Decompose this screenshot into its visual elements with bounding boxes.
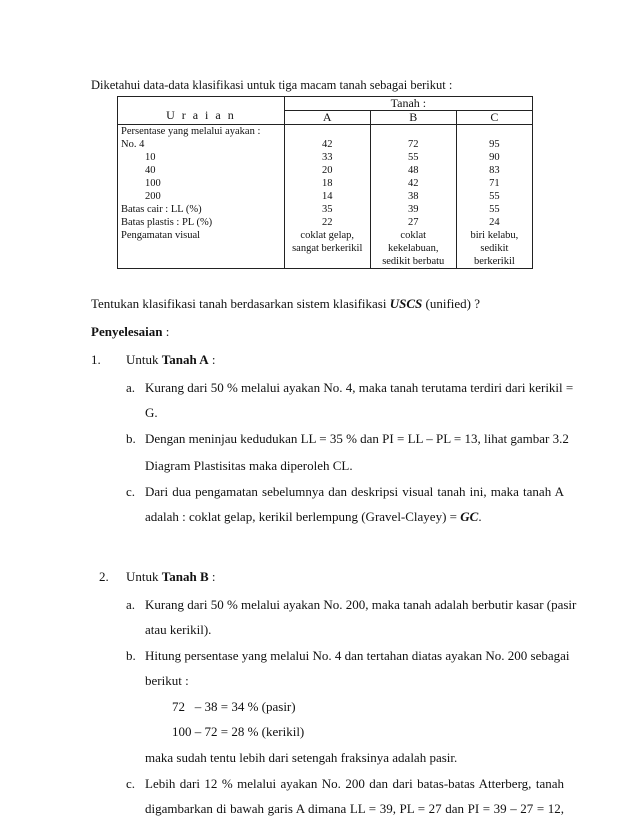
table-cell: 18 [321, 178, 333, 189]
table-cell: coklat [400, 230, 427, 241]
table-cell [460, 125, 529, 138]
item-letter: c. [126, 776, 136, 791]
classification-result-gc: GC [460, 509, 479, 524]
column-a-values [284, 125, 370, 269]
item-text-line: atau kerikil). [145, 622, 212, 637]
table-cell: 42 [321, 139, 333, 150]
table-cell: 55 [407, 152, 419, 163]
table-cell: 71 [489, 178, 500, 189]
table-cell: sedikit [480, 243, 509, 254]
item-text-line: Diagram Plastisitas maka diperoleh CL. [145, 458, 353, 473]
item-text-line: Kurang dari 50 % melalui ayakan No. 4, maka tanah terutama terdiri dari kerikil = [145, 380, 574, 395]
row-label: 200 [145, 191, 161, 202]
table-cell: 48 [407, 165, 419, 176]
table-cell: 14 [321, 191, 333, 202]
column-a-header: A [284, 111, 370, 125]
uraian-header: U r a i a n [118, 97, 285, 125]
table-cell: coklat gelap, [300, 230, 355, 241]
table-cell: sedikit berbatu [382, 256, 445, 267]
part-b-lead: Untuk [126, 569, 162, 584]
item-text-end: . [478, 509, 482, 524]
calc-line-kerikil: 100 – 72 = 28 % (kerikil) [172, 724, 305, 739]
item-text-line: G. [145, 405, 158, 420]
item-text-line: Kurang dari 50 % melalui ayakan No. 200, maka tanah adalah berbutir kasar (pasir [145, 597, 577, 612]
item-letter: a. [126, 597, 136, 612]
item-text-line: berikut : [145, 673, 189, 688]
item-text: adalah : coklat gelap, kerikil berlempung (Gravel-Clayey) = [145, 509, 461, 524]
table-cell: 38 [407, 191, 419, 202]
item-text-line: Dengan meninjau kedudukan LL = 35 % dan PI = LL – PL = 13, lihat gambar 3.2 [145, 431, 569, 446]
part-b-tail: : [208, 569, 216, 584]
item-text-line: digambarkan di bawah garis A dimana LL = 39, PL = 27 dan PI = 39 – 27 = 12, [145, 801, 564, 816]
item-text-line: Hitung persentase yang melalui No. 4 dan tertahan diatas ayakan No. 200 sebagai [145, 648, 570, 663]
table-cell [374, 125, 453, 138]
question-suffix: (unified) ? [422, 296, 481, 311]
item-letter: b. [126, 431, 136, 446]
part-b-bold: Tanah B [161, 569, 209, 584]
table-cell: 27 [407, 217, 419, 228]
part-b-number: 2. [99, 569, 109, 584]
row-labels-cell [118, 125, 285, 269]
item-text-line: Lebih dari 12 % melalui ayakan No. 200 dan dari batas-batas Atterberg, tanah [145, 776, 564, 791]
row-label: 40 [145, 165, 156, 176]
row-label: 100 [145, 178, 161, 189]
table-cell: 33 [321, 152, 333, 163]
table-cell: 35 [321, 204, 333, 215]
soil-data-table [117, 96, 533, 269]
table-cell: kekelabuan, [388, 243, 439, 254]
table-cell: 55 [489, 204, 500, 215]
table-cell: 42 [407, 178, 419, 189]
row-label: 10 [145, 152, 156, 163]
tanah-header: Tanah : [284, 97, 532, 111]
table-cell: 72 [407, 139, 419, 150]
item-letter: a. [126, 380, 136, 395]
part-a-number: 1. [91, 352, 101, 367]
table-cell: 95 [489, 139, 500, 150]
penyelesaian-heading [91, 324, 169, 340]
conclusion-text: maka sudah tentu lebih dari setengah fraksinya adalah pasir. [145, 750, 458, 765]
column-b-values [370, 125, 456, 269]
question-text [91, 296, 480, 312]
table-cell: 83 [489, 165, 500, 176]
question-uscs: USCS [389, 296, 423, 311]
part-a-lead: Untuk [126, 352, 162, 367]
table-cell: sangat berkerikil [292, 243, 363, 254]
table-cell: 39 [407, 204, 419, 215]
item-text-line: Dari dua pengamatan sebelumnya dan deskripsi visual tanah ini, maka tanah A [145, 484, 564, 499]
table-cell: 20 [321, 165, 333, 176]
table-cell: berkerikil [473, 256, 515, 267]
part-b-heading [126, 569, 215, 585]
table-cell [288, 255, 367, 268]
part-a-bold: Tanah A [161, 352, 209, 367]
row-label: No. 4 [121, 139, 145, 150]
table-cell: 55 [489, 191, 500, 202]
row-label: Batas plastis : PL (%) [121, 217, 213, 228]
intro-text: Diketahui data-data klasifikasi untuk tiga macam tanah sebagai berikut : [91, 78, 453, 92]
part-a-tail: : [208, 352, 216, 367]
table-cell: biri kelabu, [470, 230, 519, 241]
item-letter: b. [126, 648, 136, 663]
column-c-values [456, 125, 532, 269]
row-label: Pengamatan visual [121, 230, 201, 241]
question-prefix: Tentukan klasifikasi tanah berdasarkan sistem klasifikasi [91, 296, 390, 311]
table-cell: 22 [321, 217, 333, 228]
row-label: Batas cair : LL (%) [121, 204, 202, 215]
column-c-header: C [456, 111, 532, 125]
table-cell: 90 [489, 152, 500, 163]
penyelesaian-label: Penyelesaian [91, 324, 163, 339]
table-cell: 24 [489, 217, 500, 228]
penyelesaian-suffix: : [162, 324, 170, 339]
row-label: Persentase yang melalui ayakan : [121, 126, 261, 137]
table-cell [288, 125, 367, 138]
part-a-heading [126, 352, 215, 368]
calc-line-pasir: 72 – 38 = 34 % (pasir) [172, 699, 296, 714]
item-letter: c. [126, 484, 136, 499]
column-b-header: B [370, 111, 456, 125]
item-text-line [145, 509, 482, 525]
